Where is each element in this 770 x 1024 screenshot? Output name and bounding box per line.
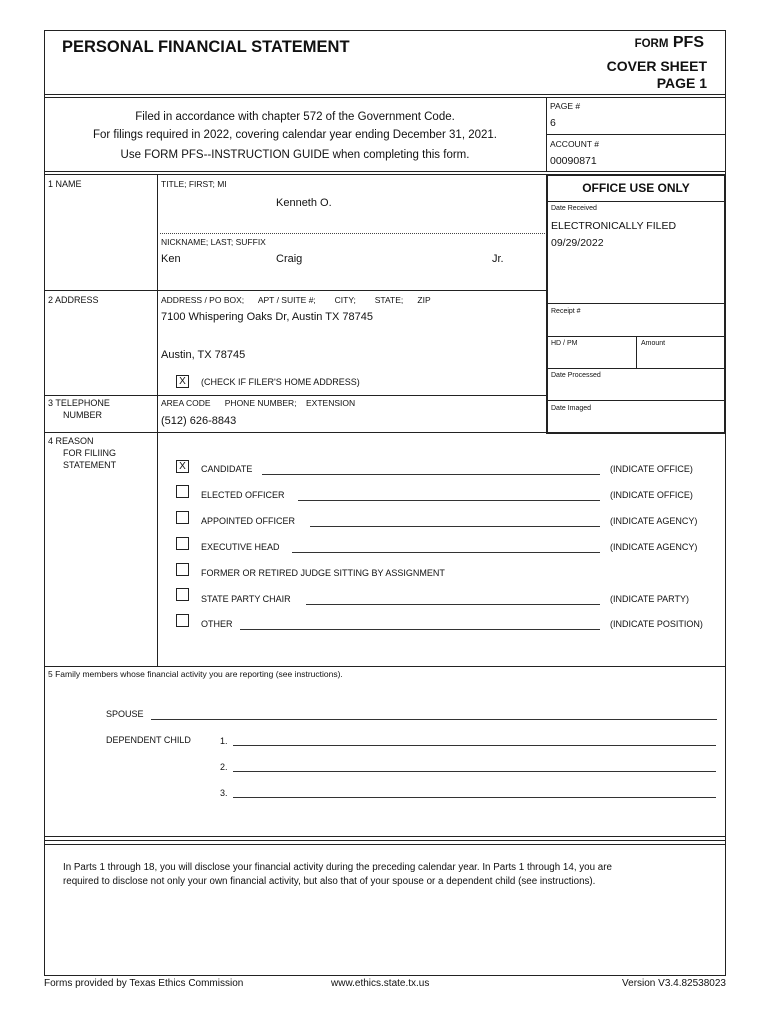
office-use-box bbox=[546, 174, 726, 434]
receipt-label: Receipt # bbox=[551, 308, 581, 315]
rule bbox=[44, 432, 726, 433]
state-party-chair-label: STATE PARTY CHAIR bbox=[201, 594, 291, 604]
name-section-label: 1 NAME bbox=[48, 179, 82, 189]
rule bbox=[160, 233, 545, 234]
instructions-line-1: In Parts 1 through 18, you will disclose your financial activity during the preceding calendar year. In Parts 1 through 14, you are bbox=[63, 862, 612, 873]
candidate-label: CANDIDATE bbox=[201, 464, 253, 474]
child-line-2 bbox=[233, 771, 716, 772]
child-line-1 bbox=[233, 745, 716, 746]
rule bbox=[546, 134, 726, 135]
footer-provider: Forms provided by Texas Ethics Commission bbox=[44, 978, 244, 989]
intro-line-2: For filings required in 2022, covering calendar year ending December 31, 2021. bbox=[92, 129, 498, 141]
rule bbox=[547, 400, 725, 401]
home-address-checkbox[interactable]: X bbox=[176, 375, 189, 388]
spouse-line bbox=[151, 719, 717, 720]
candidate-line bbox=[262, 474, 600, 475]
other-line bbox=[240, 629, 600, 630]
spouse-label: SPOUSE bbox=[106, 709, 144, 719]
dependent-child-label: DEPENDENT CHILD bbox=[106, 735, 191, 745]
telephone-header-label: AREA CODE PHONE NUMBER; EXTENSION bbox=[161, 398, 356, 408]
executive-head-line bbox=[292, 552, 600, 553]
first-name-value: Kenneth O. bbox=[276, 197, 332, 209]
rule bbox=[547, 368, 725, 369]
rule bbox=[44, 840, 726, 841]
state-party-chair-hint: (INDICATE PARTY) bbox=[610, 594, 690, 604]
executive-head-label: EXECUTIVE HEAD bbox=[201, 542, 280, 552]
appointed-officer-line bbox=[310, 526, 600, 527]
address-header-label: ADDRESS / PO BOX; APT / SUITE #; CITY; STATE; ZIP bbox=[161, 295, 431, 305]
child-line-3 bbox=[233, 797, 716, 798]
telephone-value: (512) 626-8843 bbox=[161, 415, 237, 427]
divider bbox=[157, 174, 158, 666]
nickname-value: Ken bbox=[161, 253, 181, 265]
appointed-officer-checkbox[interactable] bbox=[176, 511, 189, 524]
account-number-value: 00090871 bbox=[550, 155, 597, 167]
suffix-value: Jr. bbox=[492, 253, 504, 265]
address-line-1: 7100 Whispering Oaks Dr, Austin TX 78745 bbox=[161, 311, 373, 323]
rule bbox=[44, 666, 726, 667]
hd-pm-label: HD / PM bbox=[551, 340, 578, 347]
divider bbox=[636, 336, 637, 368]
elected-officer-line bbox=[298, 500, 600, 501]
received-date: 09/29/2022 bbox=[551, 237, 604, 249]
candidate-hint: (INDICATE OFFICE) bbox=[610, 464, 693, 474]
rule bbox=[44, 94, 726, 95]
cover-sheet-label: COVER SHEET bbox=[606, 58, 707, 74]
elected-officer-checkbox[interactable] bbox=[176, 485, 189, 498]
former-judge-checkbox[interactable] bbox=[176, 563, 189, 576]
intro-line-3: Use FORM PFS--INSTRUCTION GUIDE when completing this form. bbox=[120, 149, 470, 161]
form-title: PERSONAL FINANCIAL STATEMENT bbox=[62, 38, 350, 56]
form-code bbox=[635, 34, 704, 52]
other-checkbox[interactable] bbox=[176, 614, 189, 627]
executive-head-checkbox[interactable] bbox=[176, 537, 189, 550]
rule bbox=[44, 395, 546, 396]
appointed-officer-label: APPOINTED OFFICER bbox=[201, 516, 296, 526]
intro-line-1: Filed in accordance with chapter 572 of the Government Code. bbox=[135, 111, 455, 123]
other-label: OTHER bbox=[201, 619, 233, 629]
rule bbox=[547, 201, 725, 202]
child-number-3: 3. bbox=[220, 788, 228, 798]
address-section-label: 2 ADDRESS bbox=[48, 295, 99, 305]
elected-officer-label: ELECTED OFFICER bbox=[201, 490, 285, 500]
rule bbox=[44, 836, 726, 837]
rule bbox=[44, 171, 726, 172]
footer-version: Version V3.4.82538023 bbox=[622, 978, 726, 989]
home-address-label: (CHECK IF FILER'S HOME ADDRESS) bbox=[201, 377, 360, 387]
candidate-checkbox[interactable]: X bbox=[176, 460, 189, 473]
reason-section-label-3: STATEMENT bbox=[63, 460, 117, 470]
former-judge-label: FORMER OR RETIRED JUDGE SITTING BY ASSIGNMENT bbox=[201, 568, 445, 578]
form-prefix: FORM bbox=[634, 38, 669, 50]
page-number-value: 6 bbox=[550, 117, 556, 129]
elected-officer-hint: (INDICATE OFFICE) bbox=[610, 490, 693, 500]
child-number-2: 2. bbox=[220, 762, 228, 772]
telephone-section-label: 3 TELEPHONE bbox=[48, 398, 110, 408]
executive-head-hint: (INDICATE AGENCY) bbox=[610, 542, 698, 552]
address-line-2: Austin, TX 78745 bbox=[161, 349, 246, 361]
amount-label: Amount bbox=[641, 340, 666, 347]
filing-status: ELECTRONICALLY FILED bbox=[551, 220, 677, 232]
account-number-label: ACCOUNT # bbox=[550, 139, 599, 149]
state-party-chair-checkbox[interactable] bbox=[176, 588, 189, 601]
telephone-section-label-2: NUMBER bbox=[63, 410, 103, 420]
child-number-1: 1. bbox=[220, 736, 228, 746]
nickname-last-suffix-label: NICKNAME; LAST; SUFFIX bbox=[161, 237, 266, 247]
form-code-value: PFS bbox=[672, 34, 704, 51]
page-number-label: PAGE # bbox=[550, 101, 581, 111]
office-use-title: OFFICE USE ONLY bbox=[582, 181, 690, 195]
date-received-label: Date Received bbox=[551, 205, 597, 212]
rule bbox=[44, 97, 726, 98]
state-party-chair-line bbox=[306, 604, 600, 605]
last-name-value: Craig bbox=[276, 253, 303, 265]
instructions-line-2: required to disclose not only your own financial activity, but also that of your spouse or a dependent child (see instructions). bbox=[63, 876, 596, 887]
title-first-mi-label: TITLE; FIRST; MI bbox=[161, 179, 227, 189]
date-processed-label: Date Processed bbox=[551, 372, 601, 379]
rule bbox=[547, 303, 725, 304]
date-imaged-label: Date Imaged bbox=[551, 405, 592, 412]
footer-website[interactable]: www.ethics.state.tx.us bbox=[331, 978, 430, 989]
rule bbox=[44, 290, 546, 291]
rule bbox=[44, 844, 726, 845]
reason-section-label: 4 REASON bbox=[48, 436, 94, 446]
appointed-officer-hint: (INDICATE AGENCY) bbox=[610, 516, 698, 526]
other-hint: (INDICATE POSITION) bbox=[610, 619, 703, 629]
family-section-label: 5 Family members whose financial activity you are reporting (see instructions). bbox=[48, 669, 343, 679]
page-label: PAGE 1 bbox=[656, 75, 707, 91]
reason-section-label-2: FOR FILIING bbox=[63, 448, 117, 458]
